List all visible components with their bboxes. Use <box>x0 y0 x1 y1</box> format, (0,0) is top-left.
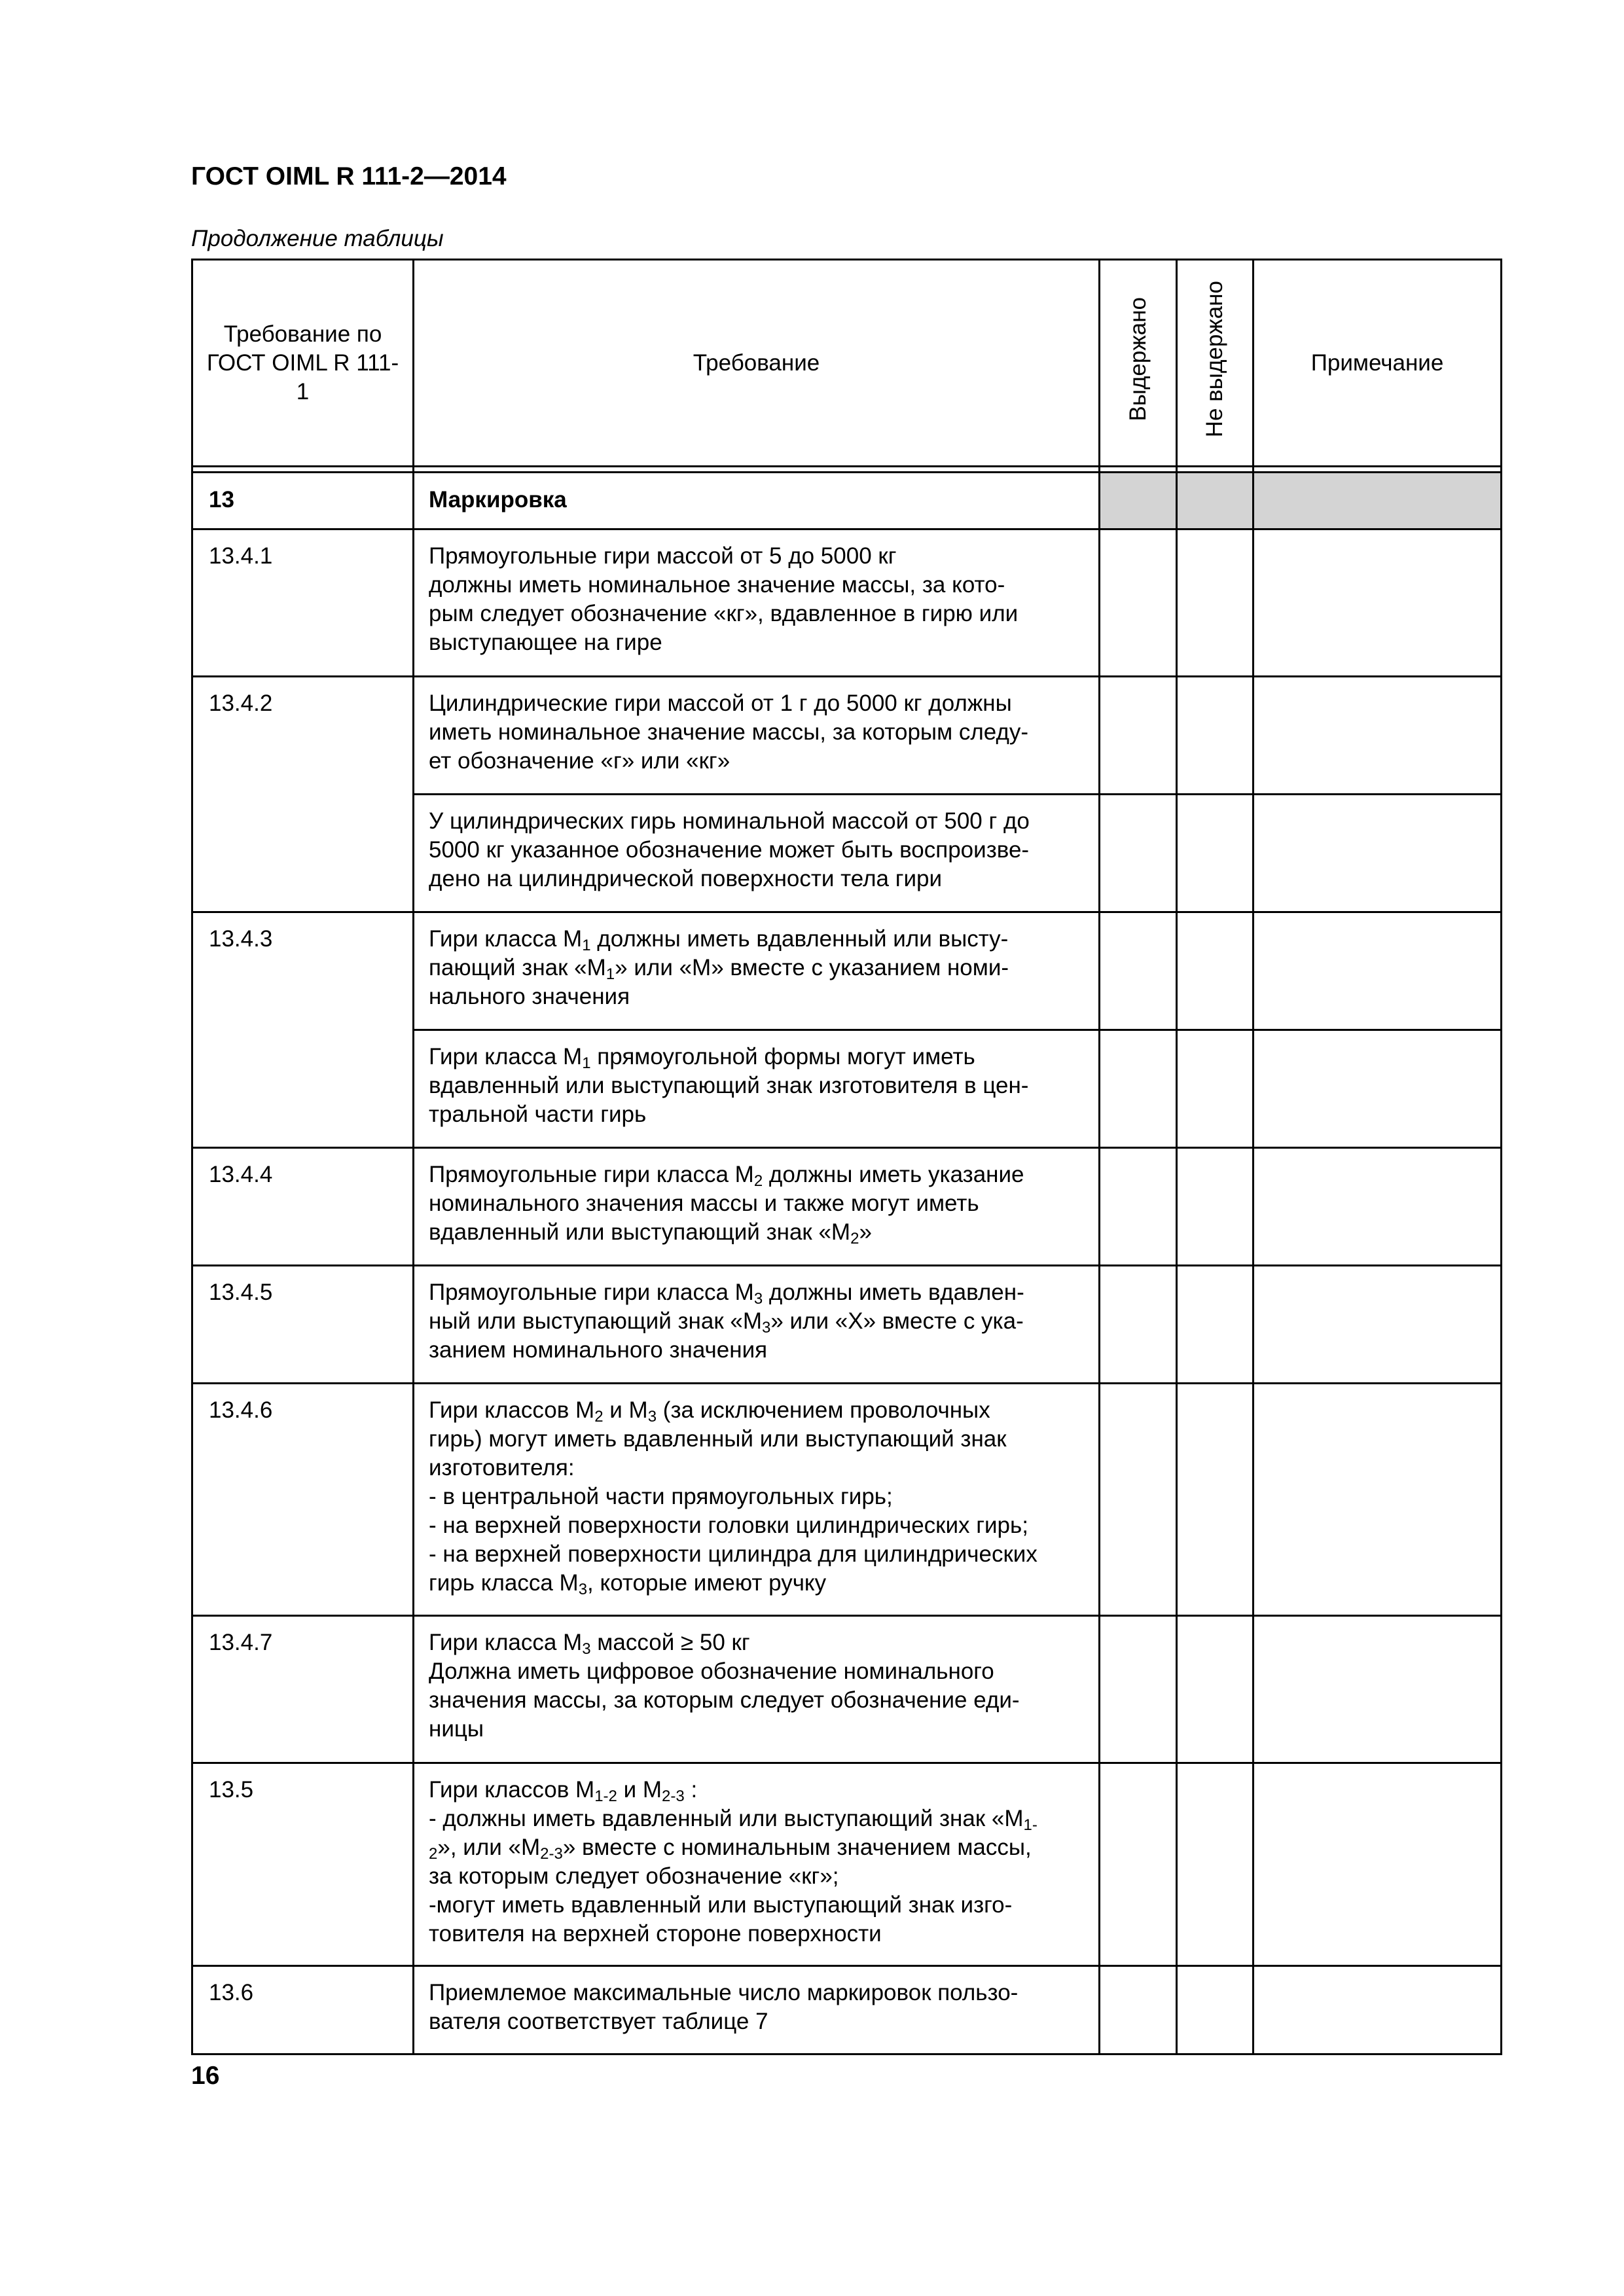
note-cell[interactable] <box>1254 1966 1502 2054</box>
passed-cell[interactable] <box>1100 1384 1177 1616</box>
requirement-cell <box>414 1384 1100 1616</box>
table-row <box>192 1148 1502 1266</box>
requirement-text: Прямоугольные гири массой от 5 до 5000 кг должны иметь номинальное значение массы, за кото- рым следует обозначение «кг», вдавленное в гирю или выступающее на гире <box>429 543 1019 655</box>
not-passed-cell[interactable] <box>1177 529 1254 677</box>
requirement-text: У цилиндрических гирь номинальной массой от 500 г до 5000 кг указанное обозначение может быть воспроизве- дено на цилиндрической поверхности тела гири <box>429 808 1030 891</box>
header-note-label: Примечание <box>1310 350 1444 376</box>
document-title: ГОСТ OIML R 111-2—2014 <box>191 162 507 190</box>
header-passed-label: Выдержано <box>1125 297 1151 422</box>
requirement-cell <box>414 1266 1100 1384</box>
note-cell[interactable] <box>1254 1616 1502 1763</box>
requirement-cell <box>414 912 1100 1030</box>
not-passed-cell[interactable] <box>1177 795 1254 912</box>
not-passed-cell[interactable] <box>1177 677 1254 795</box>
header-note <box>1254 260 1502 467</box>
clause-number-cell <box>192 1616 414 1763</box>
clause-number-cell <box>192 1966 414 2054</box>
header-passed <box>1100 260 1177 467</box>
not-passed-cell[interactable] <box>1177 1763 1254 1966</box>
requirement-text: Прямоугольные гири класса $М_3$ должны иметь вдавлен- ный или выступающий знак «$М_3$» или «X» вместе с ука- занием номинального значения <box>429 1280 1024 1363</box>
clause-number: 13.4.2 <box>209 691 273 716</box>
requirement-text: Приемлемое максимальные число маркировок пользо- вателя соответствует таблице 7 <box>429 1980 1019 2034</box>
section-number-cell <box>192 473 414 529</box>
requirement-text: Цилиндрические гири массой от 1 г до 5000 кг должны иметь номинальное значение массы, за которым следу- ет обозначение «г» или «кг» <box>429 691 1029 774</box>
not-passed-cell[interactable] <box>1177 1030 1254 1148</box>
section-note-cell <box>1254 473 1502 529</box>
requirement-text: Гири классов $М_{1-2}$ и $М_{2-3}$ : - должны иметь вдавленный или выступающий знак «$М_{1-}$ $_2$», или «$М_{2-3}$» вместе с номинальным значением массы, за которым следует обозначение «кг»; -могут иметь вдавленный или выступающий знак изго- товителя на верхней стороне поверхности <box>429 1777 1038 1946</box>
section-row <box>192 473 1502 529</box>
header-requirement <box>414 260 1100 467</box>
note-cell[interactable] <box>1254 912 1502 1030</box>
passed-cell[interactable] <box>1100 1763 1177 1966</box>
passed-cell[interactable] <box>1100 795 1177 912</box>
requirement-text: Гири классов $М_2$ и $М_3$ (за исключением проволочных гирь) могут иметь вдавленный или выступающий знак изготовителя: - в центральной части прямоугольных гирь; - на верхней поверхности головки цилиндрических гирь; - на верхней поверхности цилиндра для цилиндрических гирь класса $М_3$, которые имеют ручку <box>429 1397 1038 1598</box>
table-row <box>192 1966 1502 2054</box>
clause-number-cell <box>192 1266 414 1384</box>
not-passed-cell[interactable] <box>1177 1966 1254 2054</box>
clause-number-cell <box>192 529 414 677</box>
requirement-cell <box>414 795 1100 912</box>
note-cell[interactable] <box>1254 1148 1502 1266</box>
table-row <box>192 677 1502 795</box>
requirement-cell <box>414 1148 1100 1266</box>
note-cell[interactable] <box>1254 529 1502 677</box>
clause-number: 13.4.4 <box>209 1162 273 1187</box>
requirement-cell <box>414 1030 1100 1148</box>
clause-number: 13.4.7 <box>209 1630 273 1655</box>
table-row <box>192 1266 1502 1384</box>
clause-number-cell <box>192 1148 414 1266</box>
requirements-table <box>191 259 1502 2055</box>
section-not-passed-cell <box>1177 473 1254 529</box>
clause-number: 13.4.5 <box>209 1280 273 1305</box>
clause-number: 13.5 <box>209 1777 254 1803</box>
clause-number-cell <box>192 912 414 1148</box>
clause-number: 13.4.6 <box>209 1397 273 1423</box>
section-title: Маркировка <box>429 487 567 512</box>
passed-cell[interactable] <box>1100 677 1177 795</box>
note-cell[interactable] <box>1254 795 1502 912</box>
passed-cell[interactable] <box>1100 1266 1177 1384</box>
not-passed-cell[interactable] <box>1177 1148 1254 1266</box>
clause-number: 13.4.3 <box>209 926 273 952</box>
not-passed-cell[interactable] <box>1177 1384 1254 1616</box>
note-cell[interactable] <box>1254 677 1502 795</box>
table-continuation-label: Продолжение таблицы <box>191 226 444 251</box>
section-passed-cell <box>1100 473 1177 529</box>
clause-number-cell <box>192 677 414 912</box>
passed-cell[interactable] <box>1100 1616 1177 1763</box>
passed-cell[interactable] <box>1100 1030 1177 1148</box>
passed-cell[interactable] <box>1100 912 1177 1030</box>
passed-cell[interactable] <box>1100 529 1177 677</box>
note-cell[interactable] <box>1254 1030 1502 1148</box>
table-row <box>192 1384 1502 1616</box>
not-passed-cell[interactable] <box>1177 1266 1254 1384</box>
note-cell[interactable] <box>1254 1763 1502 1966</box>
requirement-cell <box>414 529 1100 677</box>
header-requirement-label: Требование <box>693 350 820 376</box>
table-row <box>192 1763 1502 1966</box>
requirement-text: Гири класса $М_1$ прямоугольной формы могут иметь вдавленный или выступающий знак изготовителя в цен- тральной части гирь <box>429 1044 1029 1127</box>
requirement-cell <box>414 1966 1100 2054</box>
requirement-text: Гири класса $М_3$ массой ≥ 50 кг Должна иметь цифровое обозначение номинального значения массы, за которым следует обозначение еди- ницы <box>429 1630 1020 1742</box>
clause-number: 13.4.1 <box>209 543 273 569</box>
table-row <box>192 529 1502 677</box>
clause-number-cell <box>192 1384 414 1616</box>
note-cell[interactable] <box>1254 1266 1502 1384</box>
header-req-ref <box>192 260 414 467</box>
not-passed-cell[interactable] <box>1177 912 1254 1030</box>
page-number: 16 <box>191 2062 220 2090</box>
clause-number: 13.6 <box>209 1980 254 2005</box>
requirement-cell <box>414 1763 1100 1966</box>
header-not-passed <box>1177 260 1254 467</box>
header-separator <box>192 467 1502 473</box>
clause-number-cell <box>192 1763 414 1966</box>
section-title-cell <box>414 473 1100 529</box>
passed-cell[interactable] <box>1100 1148 1177 1266</box>
passed-cell[interactable] <box>1100 1966 1177 2054</box>
table-row <box>192 912 1502 1030</box>
section-number: 13 <box>209 487 234 512</box>
header-not-passed-label: Не выдержано <box>1202 281 1227 438</box>
table-row <box>192 1616 1502 1763</box>
header-req-ref-label: Требование по ГОСТ OIML R 111-1 <box>206 321 399 404</box>
requirement-text: Гири класса $М_1$ должны иметь вдавленный или высту- пающий знак «$М_1$» или «М» вместе с указанием номи- нального значения <box>429 926 1009 1009</box>
not-passed-cell[interactable] <box>1177 1616 1254 1763</box>
requirement-cell <box>414 1616 1100 1763</box>
note-cell[interactable] <box>1254 1384 1502 1616</box>
requirement-cell <box>414 677 1100 795</box>
requirement-text: Прямоугольные гири класса $М_2$ должны иметь указание номинального значения массы и также могут иметь вдавленный или выступающий знак «$М_2$» <box>429 1162 1024 1247</box>
